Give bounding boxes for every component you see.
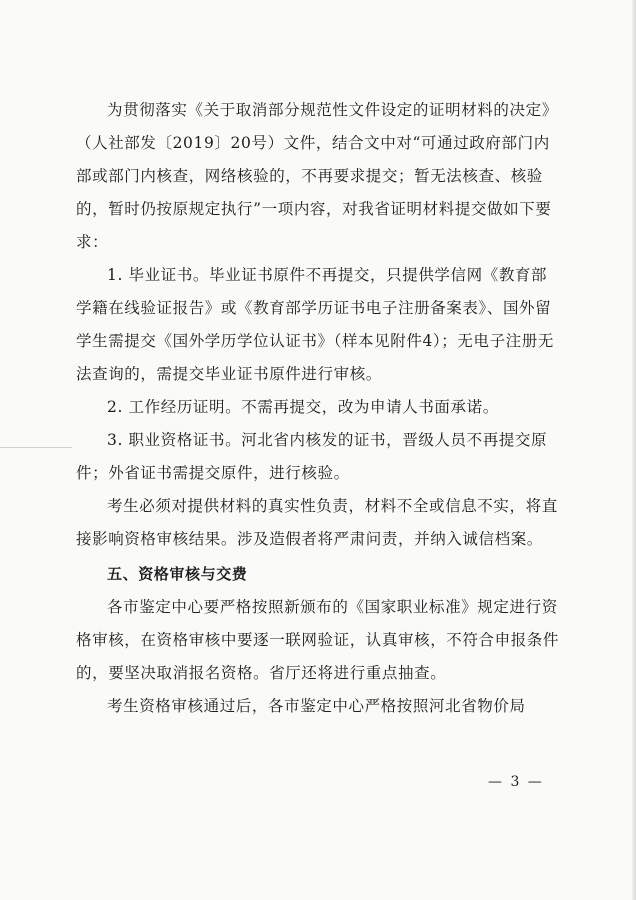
responsibility-paragraph: 考生必须对提供材料的真实性负责，材料不全或信息不实，将直接影响资格审核结果。涉及造假者将严肃问责，并纳入诚信档案。 (76, 497, 558, 548)
page-edge-shadow (632, 0, 636, 900)
page-number: — 3 — (488, 774, 544, 790)
intro-paragraph: 为贯彻落实《关于取消部分规范性文件设定的证明材料的决定》（人社部发〔2019〕20号）文件，结合文中对“可通过政府部门内部或部门内核查，网络核验的，不再要求提交；暂无法核查、核验的，暂时仍按原规定执行”一项内容，对我省证明材料提交做如下要求： (76, 101, 558, 251)
section-heading: 五、资格审核与交费 (107, 565, 248, 583)
item-professional-certificate: 3. 职业资格证书。河北省内核发的证书，晋级人员不再提交原件；外省证书需提交原件，进行核验。 (76, 431, 548, 482)
item-work-experience: 2. 工作经历证明。不需再提交，改为申请人书面承诺。 (107, 398, 499, 416)
item-graduation-certificate: 1. 毕业证书。毕业证书原件不再提交，只提供学信网《教育部学籍在线验证报告》或《教育部学历证书电子注册备案表》、国外留学生需提交《国外学历学位认证书》（样本见附件4）；无电子注册无法查询的，需提交毕业证书原件进行审核。 (76, 266, 554, 383)
fee-paragraph: 考生资格审核通过后，各市鉴定中心严格按照河北省物价局 (107, 697, 526, 715)
scan-artifact-line (0, 447, 72, 448)
document-body (76, 94, 562, 723)
review-paragraph: 各市鉴定中心要严格按照新颁布的《国家职业标准》规定进行资格审核，在资格审核中要逐一联网验证，认真审核，不符合申报条件的，要坚决取消报名资格。省厅还将进行重点抽查。 (76, 598, 560, 682)
